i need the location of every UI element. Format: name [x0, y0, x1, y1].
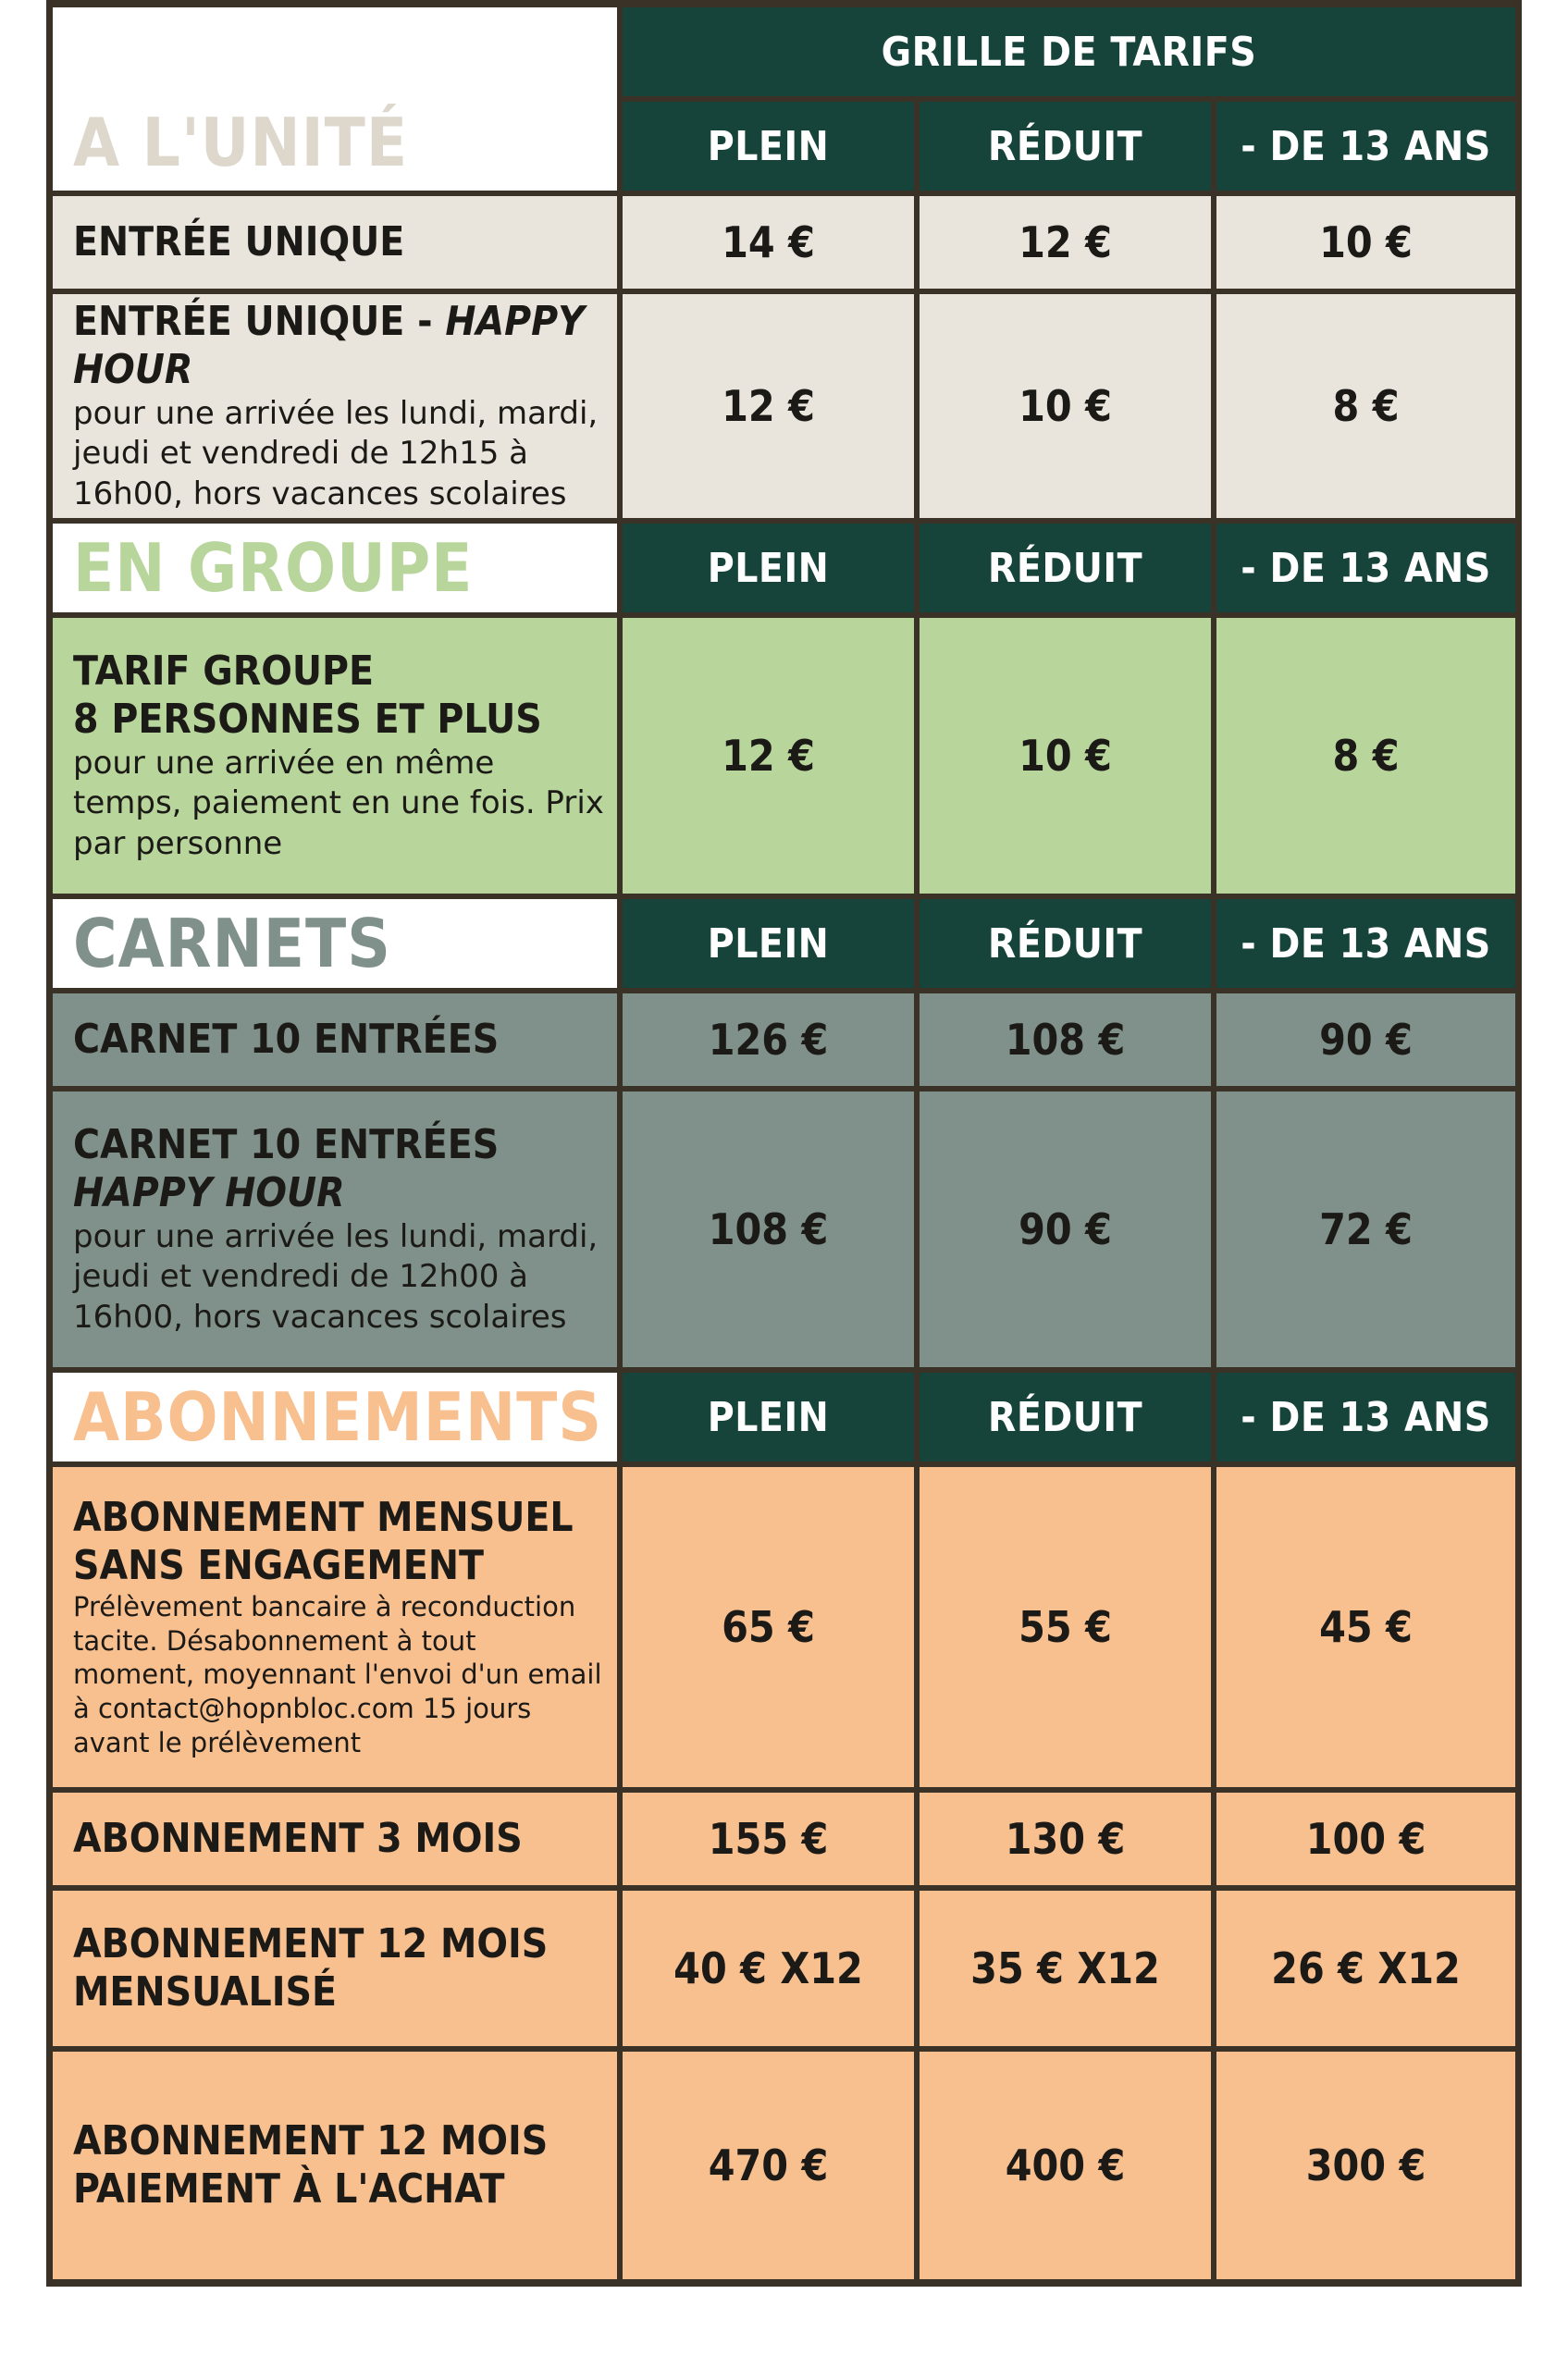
row-label-entree-unique: [53, 196, 617, 289]
column-header-plein: PLEIN: [623, 899, 914, 988]
column-header-reduit: RÉDUIT: [920, 1373, 1211, 1462]
price-cell: 10 €: [920, 618, 1211, 894]
price-cell: 35 € X12: [920, 1891, 1211, 2046]
row-description: pour une arrivée les lundi, mardi, jeudi et vendredi de 12h15 à 16h00, hors vacances scolaires: [73, 394, 599, 512]
row-label-carnet-10: [53, 993, 617, 1086]
column-header-moins-13: - DE 13 ANS: [1216, 899, 1515, 988]
price-cell: 108 €: [920, 993, 1211, 1086]
row-title: ENTRÉE UNIQUE: [73, 218, 405, 266]
row-title-2: SANS ENGAGEMENT: [73, 1541, 484, 1589]
section-title-abonnements: ABONNEMENTS: [53, 1373, 617, 1462]
row-label-carnet-happy-hour: [53, 1092, 617, 1367]
column-header-reduit: RÉDUIT: [920, 102, 1211, 191]
price-cell: 90 €: [920, 1092, 1211, 1367]
column-header-plein: PLEIN: [623, 524, 914, 612]
row-label-abonnement-12-mois-achat: [53, 2052, 617, 2279]
price-cell: 8 €: [1216, 294, 1515, 518]
section-title-groupe: EN GROUPE: [53, 524, 617, 612]
column-header-reduit: RÉDUIT: [920, 524, 1211, 612]
price-cell: 10 €: [920, 294, 1211, 518]
section-title-carnets: CARNETS: [53, 899, 617, 988]
column-header-moins-13: - DE 13 ANS: [1216, 524, 1515, 612]
row-description: pour une arrivée les lundi, mardi, jeudi et vendredi de 12h00 à 16h00, hors vacances scolaires: [73, 1217, 599, 1336]
price-cell: 8 €: [1216, 618, 1515, 894]
row-label-abonnement-12-mois-mensualise: [53, 1891, 617, 2046]
price-cell: 12 €: [920, 196, 1211, 289]
price-cell: 470 €: [623, 2052, 914, 2279]
column-header-reduit: RÉDUIT: [920, 899, 1211, 988]
section-title-unite: A L'UNITÉ: [53, 7, 617, 191]
price-cell: 55 €: [920, 1467, 1211, 1787]
price-cell: 126 €: [623, 993, 914, 1086]
price-cell: 12 €: [623, 294, 914, 518]
price-cell: 400 €: [920, 2052, 1211, 2279]
table-title: GRILLE DE TARIFS: [623, 7, 1515, 96]
price-cell: 108 €: [623, 1092, 914, 1367]
row-title-2: 8 PERSONNES ET PLUS: [73, 695, 542, 743]
price-cell: 155 €: [623, 1793, 914, 1885]
row-title: ABONNEMENT 12 MOIS: [73, 2117, 549, 2165]
column-header-moins-13: - DE 13 ANS: [1216, 102, 1515, 191]
price-cell: 26 € X12: [1216, 1891, 1515, 2046]
row-title-2: PAIEMENT À L'ACHAT: [73, 2165, 505, 2213]
row-title: ABONNEMENT 12 MOIS: [73, 1920, 549, 1968]
row-label-abonnement-3-mois: [53, 1793, 617, 1885]
row-title: ABONNEMENT MENSUEL: [73, 1494, 574, 1542]
row-description: Prélèvement bancaire à reconduction tacite. Désabonnement à tout moment, moyennant l'envoi d'un email à contact@hopnbloc.com 15 jours avant le prélèvement: [73, 1590, 602, 1759]
row-title-italic: HAPPY HOUR: [73, 1168, 345, 1216]
row-description: pour une arrivée en même temps, paiement en une fois. Prix par personne: [73, 744, 604, 862]
pricing-table: [46, 0, 1522, 2287]
price-cell: 45 €: [1216, 1467, 1515, 1787]
row-label-tarif-groupe: [53, 618, 617, 894]
row-title: CARNET 10 ENTRÉES: [73, 1016, 500, 1064]
column-header-plein: PLEIN: [623, 1373, 914, 1462]
price-cell: 72 €: [1216, 1092, 1515, 1367]
price-cell: 100 €: [1216, 1793, 1515, 1885]
row-title: ENTRÉE UNIQUE -: [73, 297, 446, 345]
row-title-italic: HAPPY HOUR: [73, 297, 585, 393]
price-cell: 10 €: [1216, 196, 1515, 289]
row-title-2: MENSUALISÉ: [73, 1968, 338, 2016]
column-header-plein: PLEIN: [623, 102, 914, 191]
price-cell: 40 € X12: [623, 1891, 914, 2046]
price-cell: 12 €: [623, 618, 914, 894]
price-cell: 90 €: [1216, 993, 1515, 1086]
price-cell: 65 €: [623, 1467, 914, 1787]
price-cell: 130 €: [920, 1793, 1211, 1885]
row-title: ABONNEMENT 3 MOIS: [73, 1815, 523, 1863]
price-cell: 300 €: [1216, 2052, 1515, 2279]
row-label-entree-happy-hour: [53, 294, 617, 518]
row-label-abonnement-mensuel: [53, 1467, 617, 1787]
row-title: CARNET 10 ENTRÉES: [73, 1120, 500, 1168]
row-title: TARIF GROUPE: [73, 647, 375, 695]
price-cell: 14 €: [623, 196, 914, 289]
column-header-moins-13: - DE 13 ANS: [1216, 1373, 1515, 1462]
